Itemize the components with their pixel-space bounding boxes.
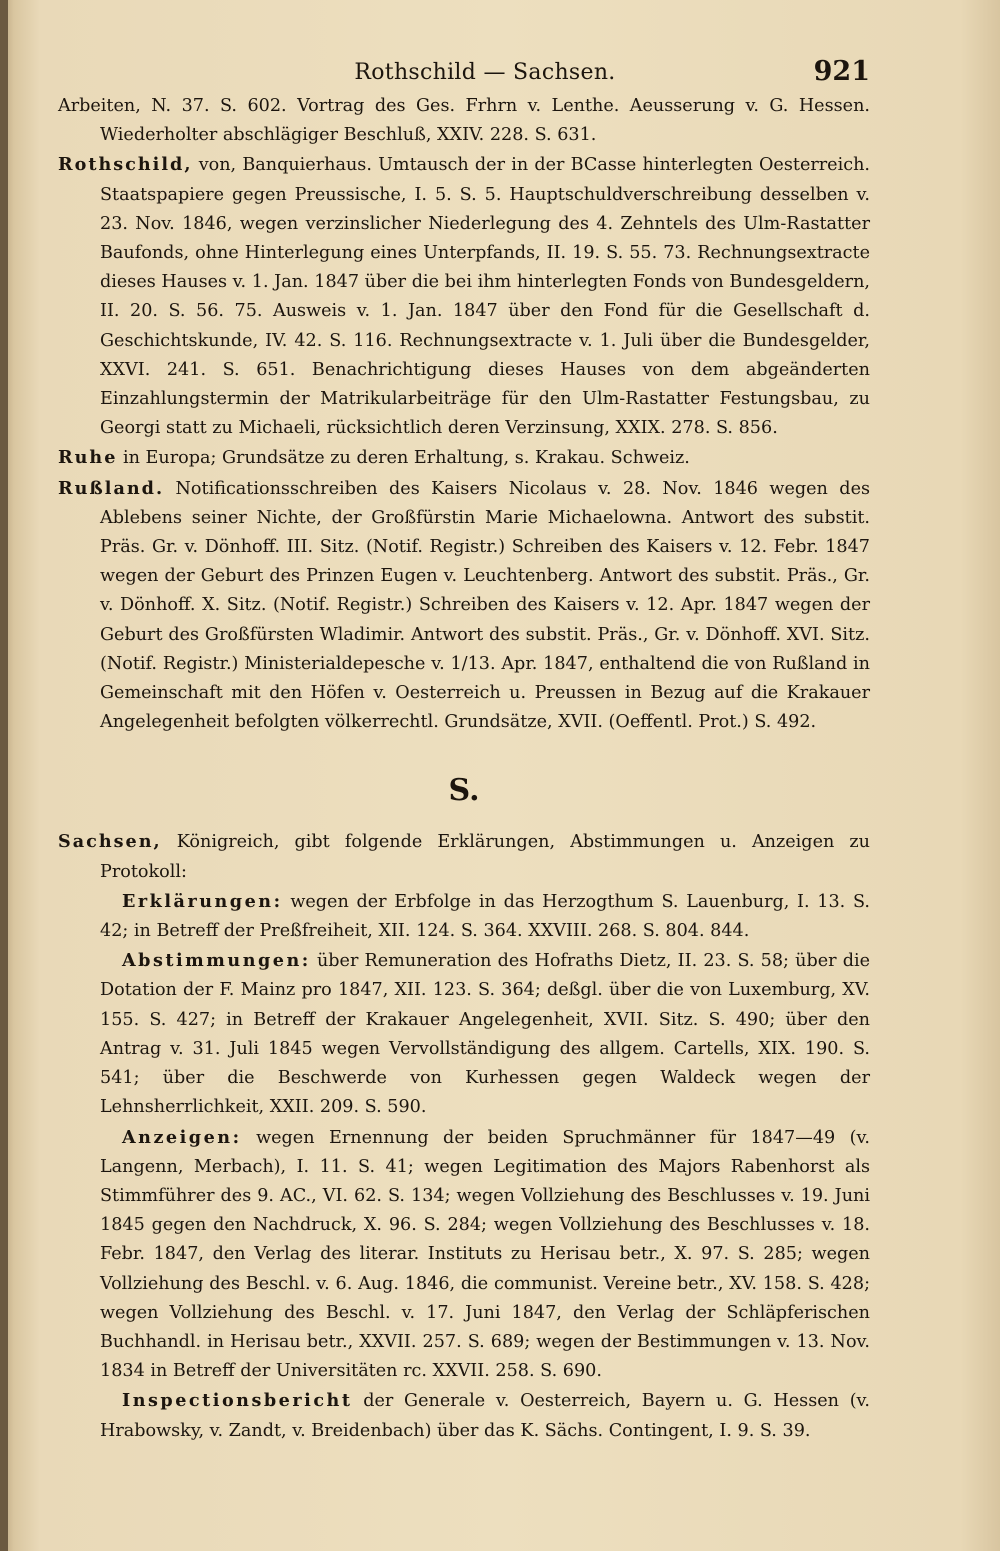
subsection-inspectionsbericht <box>58 1386 870 1445</box>
index-entry-rothschild <box>58 150 870 443</box>
subsection-text: der Generale v. Oesterreich, Bayern u. G. Hessen (v. Hrabowsky, v. Zandt, v. Breidenbach) über das K. Sächs. Contingent, I. 9. S. 39. <box>100 1391 871 1441</box>
subsection-label: Inspectionsbericht <box>122 1390 353 1412</box>
subsection-abstimmungen <box>58 946 870 1122</box>
page-number: 921 <box>813 56 870 87</box>
entry-text: von, Banquierhaus. Umtausch der in der BCasse hinterlegten Oesterreich. Staatspapiere gegen Preussische, I. 5. S. 5. Hauptschuldverschreibung desselben v. 23. Nov. 1846, wegen verzinslicher Niederlegung des 4. Zehntels des Ulm-Rastatter Baufonds, ohne Hinterlegung eines Unterpfands, II. 19. S. 55. 73. Rechnungsextracte dieses Hauses v. 1. Jan. 1847 über die bei ihm hinterlegten Fonds von Bundesgeldern, II. 20. S. 56. 75. Ausweis v. 1. Jan. 1847 über den Fond für die Gesellschaft d. Geschichtskunde, IV. 42. S. 116. Rechnungsextracte v. 1. Juli über die Bundesgelder, XXVI. 241. S. 651. Benachrichtigung dieses Hauses von dem abgeänderten Einzahlungstermin der Matrikularbeiträge für den Ulm-Rastatter Festungsbau, zu Georgi statt zu Michaeli, rücksichtlich deren Verzinsung, XXIX. 278. S. 856. <box>100 155 870 439</box>
subsection-text: über Remuneration des Hofraths Dietz, II. 23. S. 58; über die Dotation der F. Mainz pro 1847, XII. 123. S. 364; deßgl. über die von Luxemburg, XV. 155. S. 427; in Betreff der Krakauer Angelegenheit, XVII. Sitz. S. 490; über den Antrag v. 31. Juli 1845 wegen Vervollständigung des allgem. Cartells, XIX. 190. S. 541; über die Beschwerde von Kurhessen gegen Waldeck wegen der Lehnsherrlichkeit, XXII. 209. S. 590. <box>100 951 871 1118</box>
entry-keyword: Sachsen, <box>58 831 162 853</box>
index-text <box>58 92 870 1446</box>
index-entry-continuation <box>58 92 870 150</box>
entry-text: Notificationsschreiben des Kaisers Nicolaus v. 28. Nov. 1846 wegen des Ablebens seiner Nichte, der Großfürstin Marie Michaelowna. Antwort des substit. Präs. Gr. v. Dönhoff. III. Sitz. (Notif. Registr.) Schreiben des Kaisers v. 12. Febr. 1847 wegen der Geburt des Prinzen Eugen v. Leuchtenberg. Antwort des substit. Präs., Gr. v. Dönhoff. X. Sitz. (Notif. Registr.) Schreiben des Kaisers v. 12. Apr. 1847 wegen der Geburt des Großfürsten Wladimir. Antwort des substit. Präs., Gr. v. Dönhoff. XVI. Sitz. (Notif. Registr.) Ministerialdepesche v. 1/13. Apr. 1847, enthaltend die von Rußland in Gemeinschaft mit den Höfen v. Oesterreich u. Preussen in Bezug auf die Krakauer Angelegenheit befolgten völkerrechtl. Grundsätze, XVII. (Oeffentl. Prot.) S. 492. <box>100 478 871 733</box>
entry-text: in Europa; Grundsätze zu deren Erhaltung, s. Krakau. Schweiz. <box>123 448 690 469</box>
subsection-label: Erklärungen: <box>122 890 283 912</box>
entry-keyword: Rothschild, <box>58 154 193 176</box>
entry-text: Königreich, gibt folgende Erklärungen, Abstimmungen u. Anzeigen zu Protokoll: <box>100 832 871 882</box>
entry-keyword: Ruhe <box>58 447 118 469</box>
subsection-text: wegen der Erbfolge in das Herzogthum S. Lauenburg, I. 13. S. 42; in Betreff der Preßfreiheit, XII. 124. S. 364. XXVIII. 268. S. 804. 844. <box>100 891 871 942</box>
index-entry-sachsen <box>58 827 870 886</box>
subsection-text: wegen Ernennung der beiden Spruchmänner für 1847—49 (v. Langenn, Merbach), I. 11. S. 41; wegen Legitimation des Majors Rabenhorst als Stimmführer des 9. AC., VI. 62. S. 134; wegen Vollziehung des Beschlusses v. 19. Juni 1845 gegen den Nachdruck, X. 96. S. 284; wegen Vollziehung des Beschlusses v. 18. Febr. 1847, den Verlag des literar. Instituts zu Herisau betr., X. 97. S. 285; wegen Vollziehung des Beschl. v. 6. Aug. 1846, die communist. Vereine betr., XV. 158. S. 428; wegen Vollziehung des Beschl. v. 17. Juni 1847, den Verlag der Schläpferischen Buchhandl. in Herisau betr., XXVII. 257. S. 689; wegen der Bestimmungen v. 13. Nov. 1834 in Betreff der Universitäten rc. XXVII. 258. S. 690. <box>100 1127 870 1382</box>
page-header <box>100 52 870 92</box>
running-title: Rothschild — Sachsen. <box>354 60 616 85</box>
subsection-erklaerungen <box>58 887 870 946</box>
index-entry-russland <box>58 474 870 738</box>
subsection-label: Anzeigen: <box>122 1126 242 1148</box>
entry-keyword: Rußland. <box>58 477 165 499</box>
section-letter: S. <box>448 773 480 809</box>
subsection-anzeigen <box>58 1123 870 1387</box>
index-entry-ruhe <box>58 443 870 473</box>
subsection-label: Abstimmungen: <box>122 950 311 972</box>
page-binding-edge <box>0 0 8 1551</box>
entry-text: Arbeiten, N. 37. S. 602. Vortrag des Ges. Frhrn v. Lenthe. Aeusserung v. G. Hessen. Wiederholter abschlägiger Beschluß, XXIV. 228. S. 631. <box>58 96 870 146</box>
